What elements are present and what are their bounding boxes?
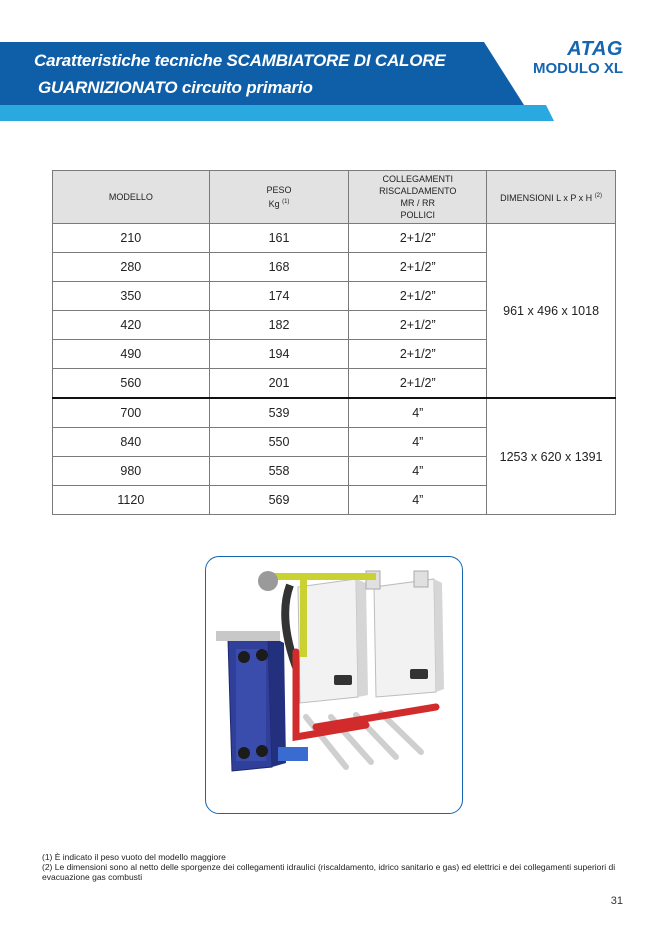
cell-connection: 2+1/2” [349,253,487,282]
spec-table [52,170,616,515]
cell-connection: 2+1/2” [349,224,487,253]
cell-weight: 174 [209,282,349,311]
header-weight-line1: PESO [266,185,292,195]
cell-weight: 182 [209,311,349,340]
header-conn-line4: POLLICI [400,210,436,220]
cell-dimensions-group-2: 1253 x 620 x 1391 [487,398,616,515]
table-row [53,224,616,253]
cell-weight: 161 [209,224,349,253]
header-conn-line1: COLLEGAMENTI [382,174,454,184]
brand-name: ATAG [567,38,623,60]
header-weight-line2: Kg [268,199,280,209]
cell-connection: 4” [349,428,487,457]
brand-logo [533,38,623,78]
cell-model: 560 [53,369,210,399]
cell-model: 700 [53,398,210,428]
cell-weight: 550 [209,428,349,457]
cell-connection: 2+1/2” [349,311,487,340]
cell-weight: 558 [209,457,349,486]
cell-weight: 539 [209,398,349,428]
header-dimensions [487,171,616,224]
header-dim-label: DIMENSIONI L x P x H [500,193,593,203]
cell-model: 350 [53,282,210,311]
header-model: MODELLO [53,171,210,224]
title-line-2: GUARNIZIONATO circuito primario [38,78,313,97]
cell-connection: 4” [349,398,487,428]
cell-model: 280 [53,253,210,282]
cell-dimensions-group-1: 961 x 496 x 1018 [487,224,616,399]
table-row [53,398,616,428]
page-number: 31 [610,895,623,907]
cell-weight: 569 [209,486,349,515]
header-dim-note: (2) [594,193,603,199]
heat-exchanger-illustration [206,557,462,813]
product-image-frame [205,556,463,814]
footnotes [42,852,632,882]
cell-model: 1120 [53,486,210,515]
cell-connection: 2+1/2” [349,369,487,399]
cell-connection: 4” [349,457,487,486]
table-header-row [53,171,616,224]
page-title [34,47,445,101]
cell-connection: 4” [349,486,487,515]
cell-weight: 194 [209,340,349,369]
cell-connection: 2+1/2” [349,340,487,369]
cell-model: 490 [53,340,210,369]
footnote-2: (2) Le dimensioni sono al netto delle sporgenze dei collegamenti idraulici (riscaldamento, idrico sanitario e gas) ed elettrici e dei collegamenti superiori di evacuazione gas combusti [42,862,616,882]
footnote-1: (1) È indicato il peso vuoto del modello maggiore [42,852,226,862]
header-weight-note: (1) [282,199,290,205]
cell-model: 420 [53,311,210,340]
product-name: MODULO XL [533,60,623,77]
cell-weight: 168 [209,253,349,282]
cell-model: 840 [53,428,210,457]
header-conn-line3: MR / RR [400,198,435,208]
header-weight [209,171,349,224]
cell-model: 210 [53,224,210,253]
cell-connection: 2+1/2” [349,282,487,311]
cell-model: 980 [53,457,210,486]
header-connections [349,171,487,224]
header-conn-line2: RISCALDAMENTO [379,186,457,196]
title-line-1: Caratteristiche tecniche SCAMBIATORE DI CALORE [34,51,446,70]
cell-weight: 201 [209,369,349,399]
